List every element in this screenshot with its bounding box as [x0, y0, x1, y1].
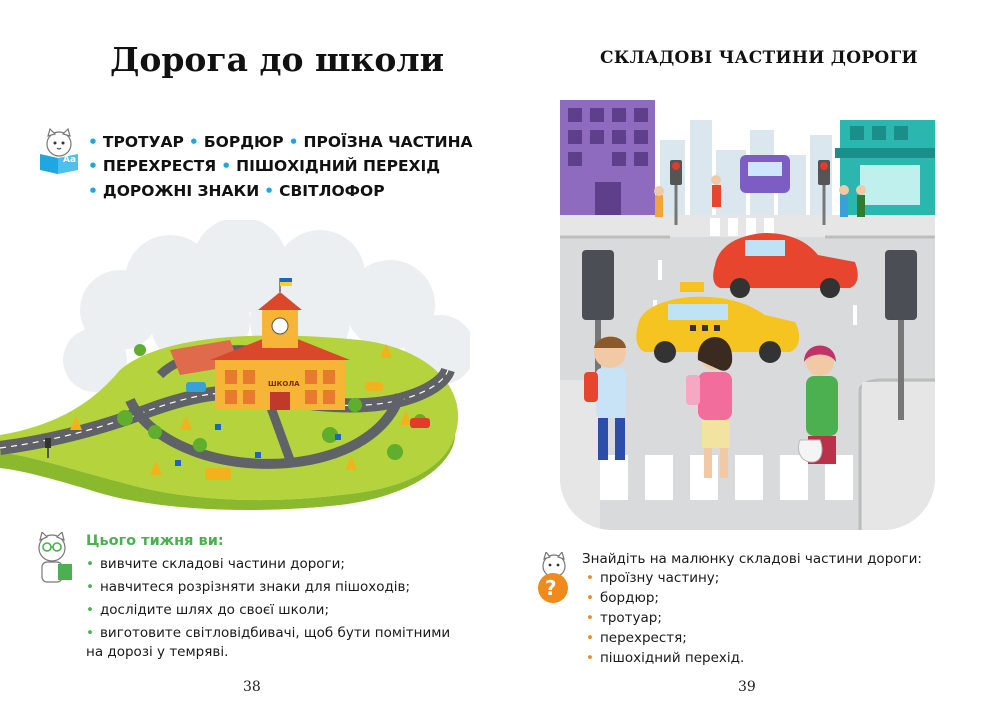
- list-item: • пішохідний перехід.: [586, 650, 745, 666]
- keyword: ПЕРЕХРЕСТЯ: [102, 157, 217, 175]
- keyword-line-3: • ДОРОЖНІ ЗНАКИ • СВІТЛОФОР: [88, 182, 385, 200]
- street-scene-illustration: [560, 100, 935, 530]
- task-title: Знайдіть на малюнку складові частини дороги:: [582, 551, 922, 567]
- page-title-left: Дорога до школи: [110, 40, 445, 79]
- keyword-line-2: • ПЕРЕХРЕСТЯ • ПІШОХІДНИЙ ПЕРЕХІД: [88, 157, 441, 175]
- school-sign: ШКОЛА: [268, 380, 300, 388]
- page-number-left: 38: [243, 679, 261, 695]
- book-icon-label: Аа: [63, 155, 77, 165]
- keyword: СВІТЛОФОР: [279, 182, 385, 200]
- list-item: • навчитеся розрізняти знаки для пішоходів;: [86, 579, 411, 595]
- list-item-text: бордюр;: [599, 590, 659, 606]
- list-item: • дослідите шлях до своєї школи;: [86, 602, 330, 618]
- list-item: • перехрестя;: [586, 630, 687, 646]
- question-mark: ?: [545, 576, 557, 600]
- list-item-text: вивчите складові частини дороги;: [99, 556, 345, 572]
- keyword: БОРДЮР: [203, 133, 284, 151]
- list-item: • виготовите світловідбивачі, щоб бути помітними на дорозі у темряві.: [86, 625, 451, 660]
- road-to-school-illustration: [0, 220, 470, 520]
- cat-with-glasses-icon: [28, 532, 80, 588]
- list-item: • бордюр;: [586, 590, 659, 606]
- week-title: Цього тижня ви:: [86, 533, 224, 549]
- page-title-right: СКЛАДОВІ ЧАСТИНИ ДОРОГИ: [600, 48, 918, 68]
- cat-question-icon: [532, 552, 578, 604]
- page-number-right: 39: [738, 679, 756, 695]
- list-item-text: навчитеся розрізняти знаки для пішоходів;: [99, 579, 411, 595]
- keyword: ДОРОЖНІ ЗНАКИ: [102, 182, 260, 200]
- keyword: ТРОТУАР: [102, 133, 184, 151]
- list-item: • проїзну частину;: [586, 570, 720, 586]
- list-item-text: дослідите шлях до своєї школи;: [99, 602, 330, 618]
- list-item-text: тротуар;: [599, 610, 662, 626]
- keyword: ПРОЇЗНА ЧАСТИНА: [303, 133, 473, 151]
- cat-reading-book-icon: [34, 128, 84, 176]
- list-item-text: проїзну частину;: [599, 570, 720, 586]
- list-item-text: виготовите світловідбивачі, щоб бути помітними на дорозі у темряві.: [86, 625, 451, 660]
- keyword-line-1: • ТРОТУАР • БОРДЮР • ПРОЇЗНА ЧАСТИНА: [88, 133, 473, 151]
- list-item: • тротуар;: [586, 610, 662, 626]
- list-item: • вивчите складові частини дороги;: [86, 556, 345, 572]
- keyword: ПІШОХІДНИЙ ПЕРЕХІД: [236, 157, 441, 175]
- list-item-text: пішохідний перехід.: [599, 650, 745, 666]
- list-item-text: перехрестя;: [599, 630, 687, 646]
